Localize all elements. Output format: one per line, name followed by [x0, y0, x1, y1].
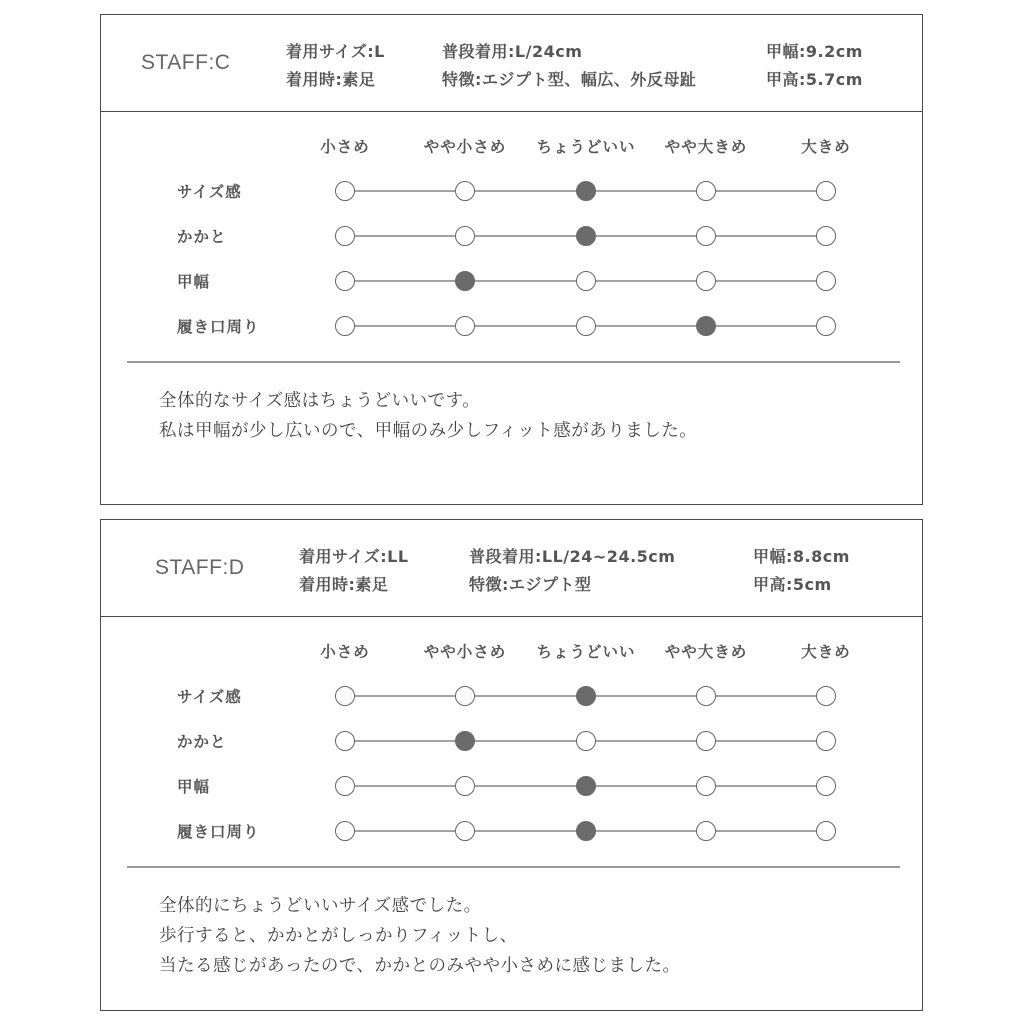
comment-line: 全体的なサイズ感はちょうどいいです。 — [159, 391, 481, 411]
rating-dot — [816, 181, 836, 201]
scale-label: やや小さめ — [423, 138, 507, 156]
rating-dot — [455, 226, 475, 246]
rating-dot — [816, 271, 836, 291]
worn-with: 着用時:素足 — [286, 70, 376, 89]
rating-dot — [335, 686, 355, 706]
rating-dot-selected — [576, 226, 596, 246]
size-worn: 着用サイズ:L — [286, 42, 385, 61]
rating-dot — [816, 821, 836, 841]
rating-dot — [816, 776, 836, 796]
staff-comment — [159, 891, 680, 981]
rating-dot — [696, 271, 716, 291]
divider — [127, 866, 900, 868]
scale-label: ちょうどいい — [536, 643, 636, 661]
rating-dot-selected — [576, 821, 596, 841]
rating-dot-selected — [455, 731, 475, 751]
rating-dot — [455, 181, 475, 201]
instep-width: 甲幅:9.2cm — [766, 42, 863, 61]
usual-size: 普段着用:L/24cm — [442, 42, 583, 61]
instep-height: 甲高:5.7cm — [766, 70, 863, 89]
staff-header — [101, 15, 922, 112]
rating-row-label: 甲幅 — [177, 778, 211, 796]
staff-name: STAFF:D — [155, 556, 245, 579]
rating-dot — [576, 316, 596, 336]
rating-dot — [696, 821, 716, 841]
rating-dot — [696, 731, 716, 751]
rating-row-label: かかと — [177, 733, 227, 751]
rating-dot — [696, 181, 716, 201]
rating-dot — [335, 316, 355, 336]
rating-dot — [455, 821, 475, 841]
rating-dot — [816, 226, 836, 246]
rating-row-label: サイズ感 — [177, 183, 242, 201]
scale-label: 大きめ — [801, 643, 851, 661]
instep-width: 甲幅:8.8cm — [753, 547, 850, 566]
rating-dot — [335, 731, 355, 751]
rating-row-label: サイズ感 — [177, 688, 242, 706]
rating-dot — [455, 776, 475, 796]
foot-features: 特徴:エジプト型 — [469, 575, 592, 594]
rating-dot-selected — [696, 316, 716, 336]
rating-dot — [335, 821, 355, 841]
scale-label: 小さめ — [320, 138, 370, 156]
rating-dot — [696, 776, 716, 796]
scale-label: やや大きめ — [664, 643, 748, 661]
staff-review-card — [100, 14, 923, 505]
rating-dot-selected — [455, 271, 475, 291]
worn-with: 着用時:素足 — [299, 575, 389, 594]
comment-line: 全体的にちょうどいいサイズ感でした。 — [159, 896, 482, 916]
size-worn: 着用サイズ:LL — [299, 547, 409, 566]
scale-label: 大きめ — [801, 138, 851, 156]
staff-name: STAFF:C — [141, 51, 231, 74]
rating-row-label: 甲幅 — [177, 273, 211, 291]
scale-label: やや小さめ — [423, 643, 507, 661]
comment-line: 歩行すると、かかとがしっかりフィットし、 — [159, 926, 518, 946]
rating-row-label: かかと — [177, 228, 227, 246]
rating-dot — [335, 226, 355, 246]
rating-dot — [816, 731, 836, 751]
foot-features: 特徴:エジプト型、幅広、外反母趾 — [442, 70, 697, 89]
staff-header — [101, 520, 922, 617]
rating-dot — [455, 686, 475, 706]
rating-row-label: 履き口周り — [177, 318, 260, 336]
rating-dot — [816, 686, 836, 706]
staff-comment — [159, 386, 697, 446]
divider — [127, 361, 900, 363]
rating-dot — [576, 271, 596, 291]
rating-dot-selected — [576, 686, 596, 706]
rating-dot — [455, 316, 475, 336]
scale-label: やや大きめ — [664, 138, 748, 156]
instep-height: 甲高:5cm — [753, 575, 832, 594]
rating-dot-selected — [576, 776, 596, 796]
rating-row-label: 履き口周り — [177, 823, 260, 841]
scale-label: 小さめ — [320, 643, 370, 661]
rating-dot — [816, 316, 836, 336]
scale-label: ちょうどいい — [536, 138, 636, 156]
usual-size: 普段着用:LL/24~24.5cm — [469, 547, 676, 566]
staff-review-card — [100, 519, 923, 1011]
rating-dot — [696, 226, 716, 246]
rating-dot-selected — [576, 181, 596, 201]
rating-dot — [696, 686, 716, 706]
rating-dot — [335, 271, 355, 291]
rating-dot — [335, 776, 355, 796]
rating-dot — [335, 181, 355, 201]
rating-dot — [576, 731, 596, 751]
comment-line: 私は甲幅が少し広いので、甲幅のみ少しフィット感がありました。 — [159, 421, 698, 441]
comment-line: 当たる感じがあったので、かかとのみやや小さめに感じました。 — [159, 956, 681, 976]
